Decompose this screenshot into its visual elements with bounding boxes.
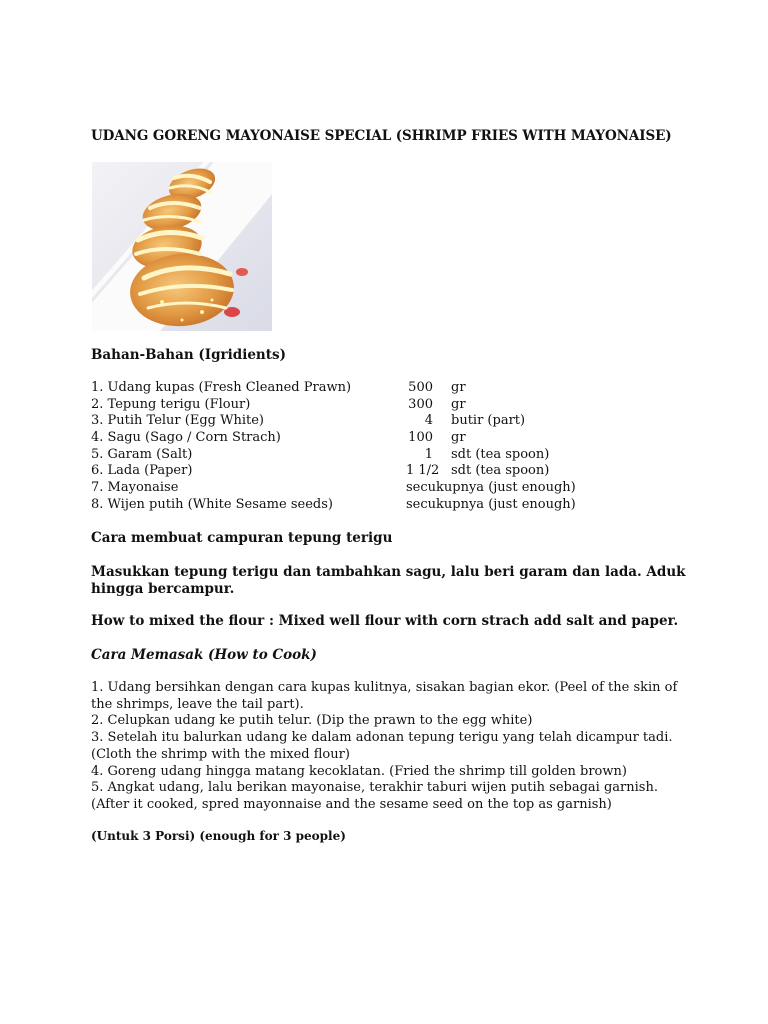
- ingredient-row: [91, 480, 691, 497]
- ingredient-qty: 100: [408, 430, 433, 446]
- mix-instruction-english: How to mixed the flour : Mixed well flour with corn strach add salt and paper.: [91, 613, 679, 629]
- ingredient-amount: secukupnya (just enough): [406, 480, 576, 496]
- ingredient-row: [91, 447, 691, 464]
- ingredient-qty: 300: [408, 396, 433, 412]
- ingredient-qty: 1 1/2: [406, 463, 440, 479]
- shrimp-fries-photo: [92, 162, 272, 331]
- ingredient-unit: butir (part): [451, 413, 526, 429]
- cooking-step: 3. Setelah itu balurkan udang ke dalam adonan tepung terigu yang telah dicampur tadi. (Cloth the shrimp with the mixed flour): [91, 730, 673, 762]
- ingredient-row: [91, 497, 691, 514]
- ingredient-row: [91, 397, 691, 414]
- ingredient-name: 4. Sagu (Sago / Corn Strach): [91, 430, 281, 446]
- mix-heading: Cara membuat campuran tepung terigu: [91, 530, 393, 546]
- ingredient-name: 8. Wijen putih (White Sesame seeds): [91, 496, 333, 512]
- ingredient-name: 5. Garam (Salt): [91, 446, 193, 462]
- ingredient-row: [91, 380, 691, 397]
- recipe-title: UDANG GORENG MAYONAISE SPECIAL (SHRIMP FRIES WITH MAYONAISE): [91, 128, 672, 144]
- ingredient-qty: 500: [408, 380, 433, 395]
- ingredient-unit: gr: [451, 396, 466, 412]
- mix-instruction-indonesian: Masukkan tepung terigu dan tambahkan sagu, lalu beri garam dan lada. Aduk hingga bercampur.: [91, 564, 686, 597]
- cook-heading: Cara Memasak (How to Cook): [91, 647, 317, 663]
- ingredients-list: [91, 380, 691, 514]
- cooking-step: 4. Goreng udang hingga matang kecoklatan. (Fried the shrimp till golden brown): [91, 763, 627, 779]
- ingredient-qty: 1: [424, 446, 433, 462]
- serving-note: (Untuk 3 Porsi) (enough for 3 people): [91, 829, 346, 843]
- ingredient-unit: sdt (tea spoon): [451, 463, 550, 479]
- ingredient-row: [91, 413, 691, 430]
- ingredients-heading: Bahan-Bahan (Igridients): [91, 347, 286, 363]
- ingredient-name: 3. Putih Telur (Egg White): [91, 413, 264, 429]
- ingredient-unit: sdt (tea spoon): [451, 446, 550, 462]
- ingredient-unit: gr: [451, 430, 466, 446]
- ingredient-amount: secukupnya (just enough): [406, 496, 576, 512]
- cooking-step: 2. Celupkan udang ke putih telur. (Dip the prawn to the egg white): [91, 713, 533, 729]
- cooking-step: 5. Angkat udang, lalu berikan mayonaise, terakhir taburi wijen putih sebagai garnish. (After it cooked, spred mayonnaise and the sesame seed on the top as garnish): [91, 780, 658, 812]
- ingredient-name: 2. Tepung terigu (Flour): [91, 396, 251, 412]
- ingredient-row: [91, 430, 691, 447]
- ingredient-row: [91, 463, 691, 480]
- cooking-steps: [91, 680, 689, 814]
- ingredient-name: 6. Lada (Paper): [91, 463, 193, 479]
- ingredient-qty: 4: [424, 413, 433, 429]
- ingredient-unit: gr: [451, 380, 466, 395]
- ingredient-name: 1. Udang kupas (Fresh Cleaned Prawn): [91, 380, 352, 395]
- cooking-step: 1. Udang bersihkan dengan cara kupas kulitnya, sisakan bagian ekor. (Peel of the skin of the shrimps, leave the tail part).: [91, 680, 678, 712]
- ingredient-name: 7. Mayonaise: [91, 480, 179, 496]
